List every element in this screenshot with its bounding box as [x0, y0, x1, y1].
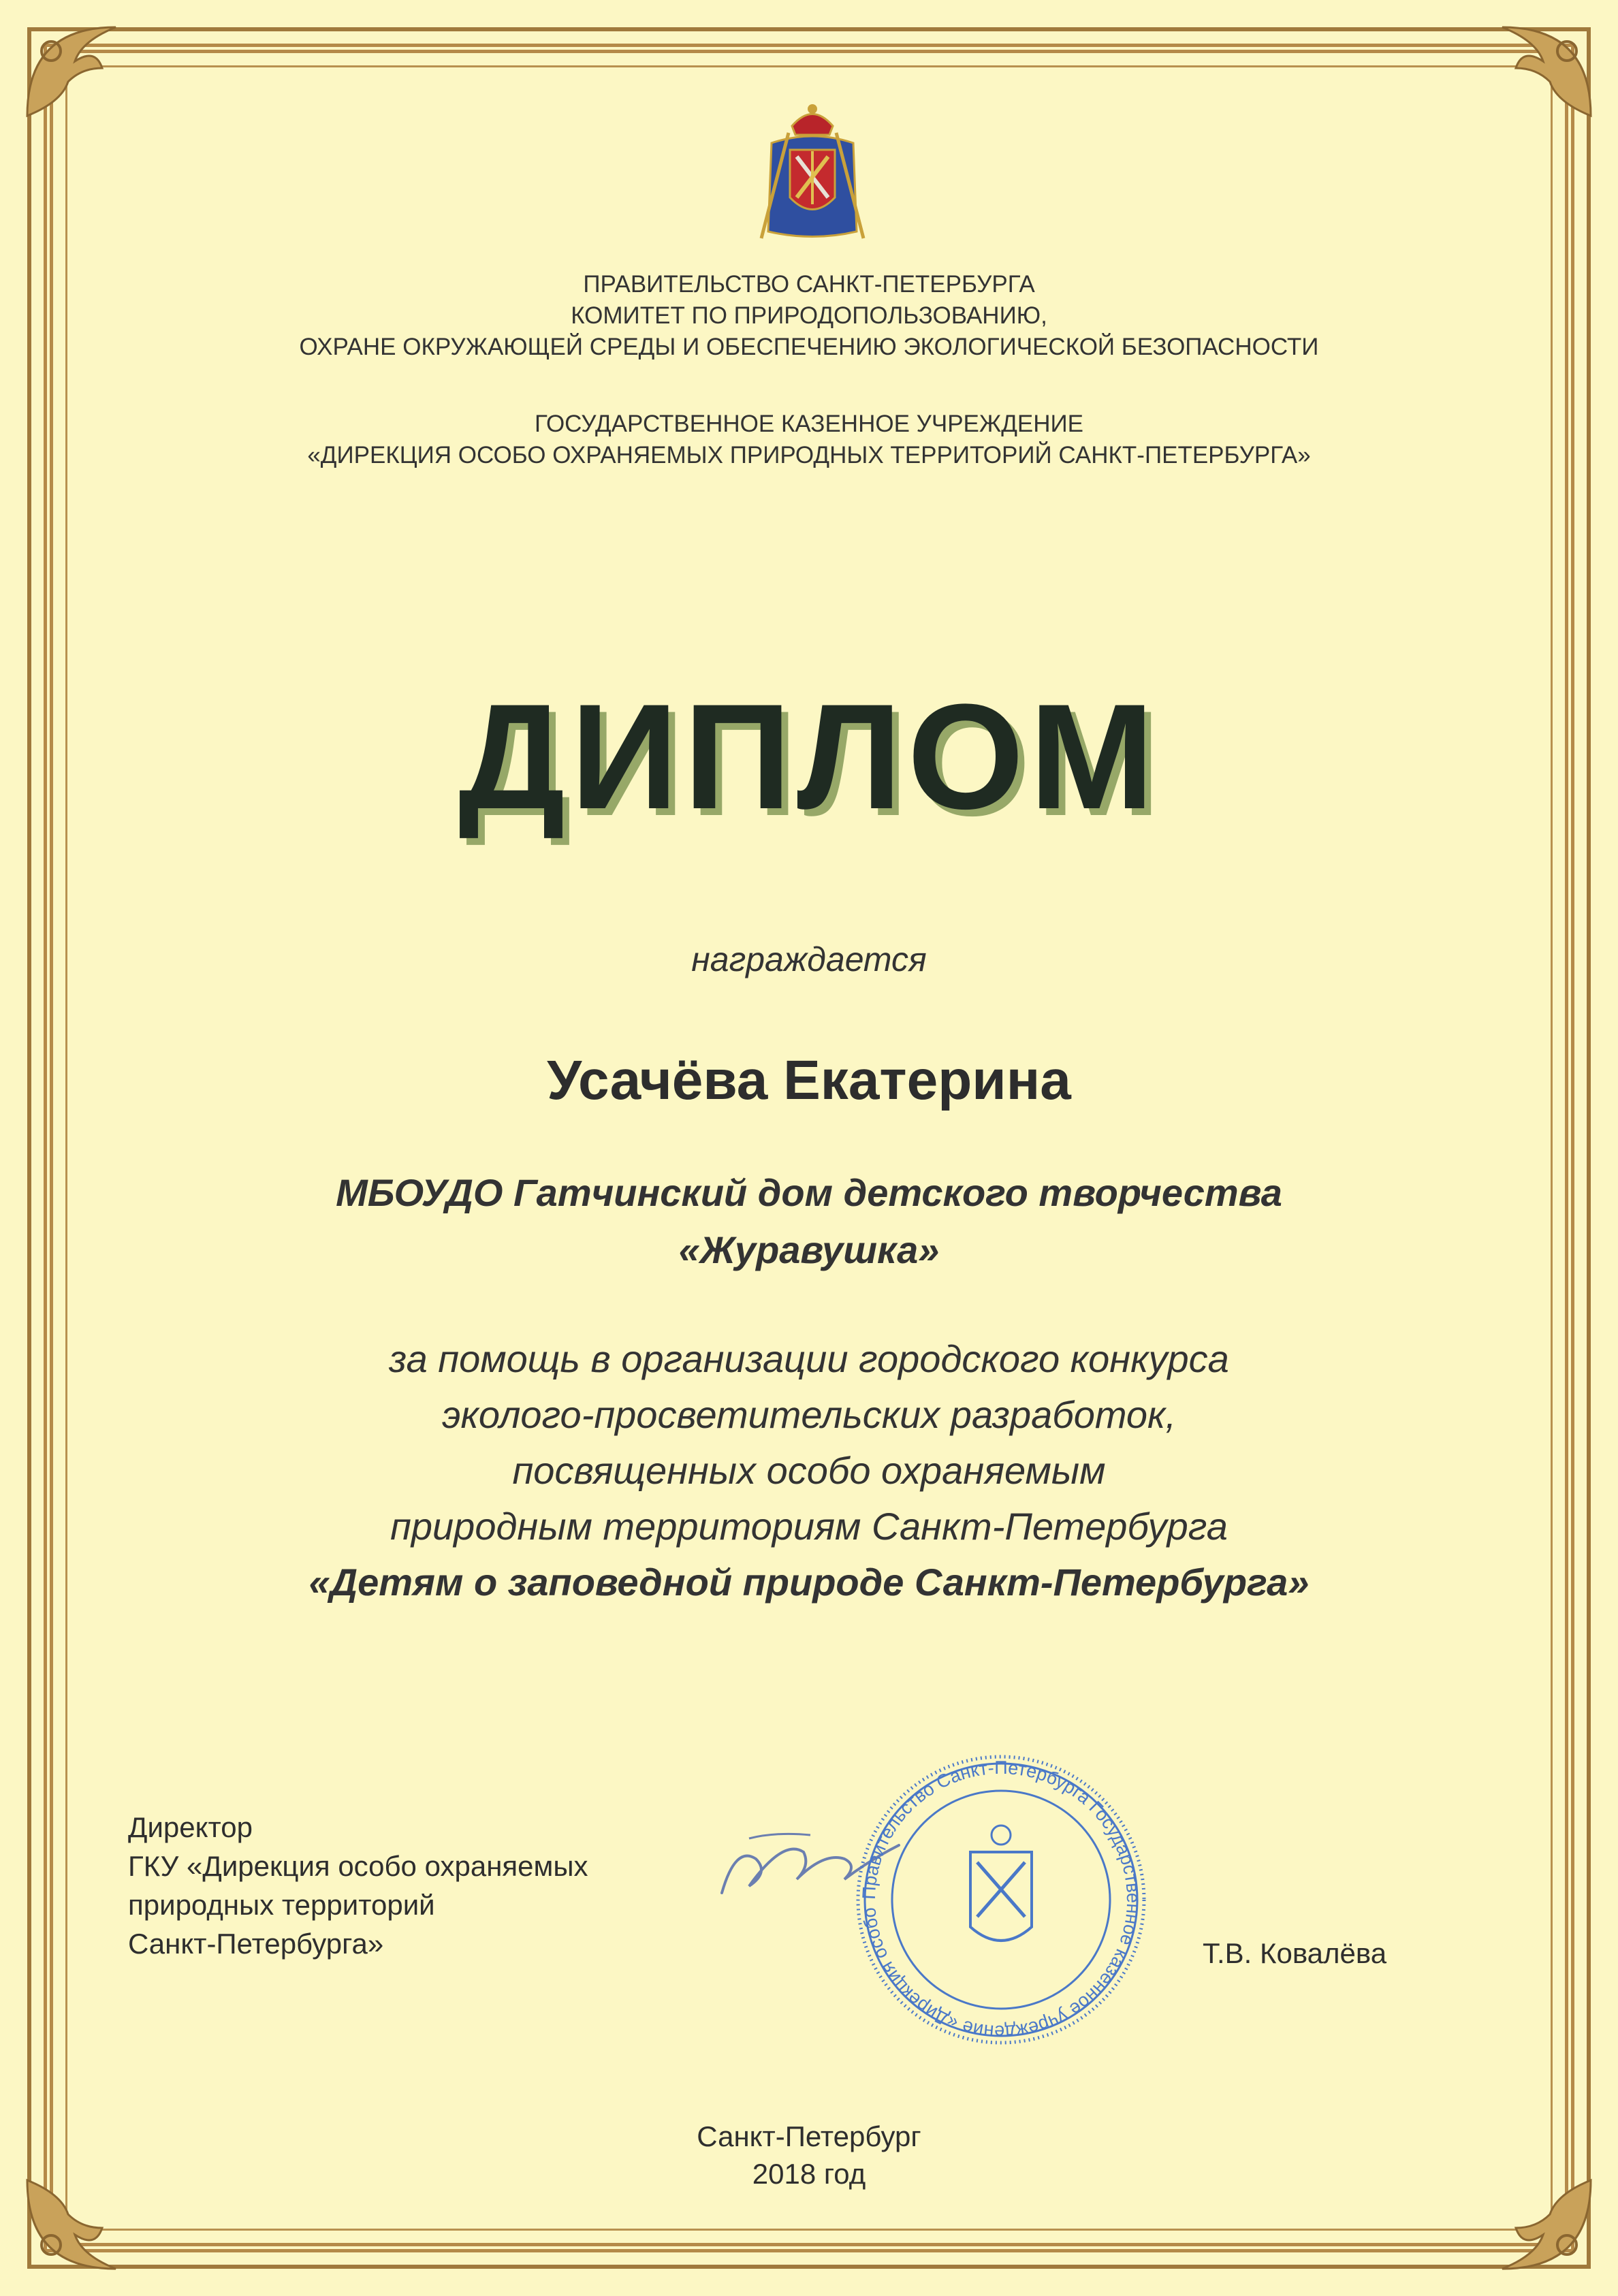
reason-line: за помощь в организации городского конкурса — [389, 1337, 1229, 1380]
awarded-text: награждается — [691, 940, 927, 978]
institution-line: ГОСУДАРСТВЕННОЕ КАЗЕННОЕ УЧРЕЖДЕНИЕ — [534, 411, 1084, 437]
stamp-text: Правительство Санкт-Петербурга Государственное казенное учреждение «Дирекция особо — [858, 1757, 1144, 2043]
organization-line: МБОУДО Гатчинский дом детского творчества — [336, 1171, 1282, 1214]
corner-ornament-icon — [1495, 20, 1598, 123]
government-line: ПРАВИТЕЛЬСТВО САНКТ-ПЕТЕРБУРГА — [583, 271, 1035, 298]
award-reason — [0, 1331, 1618, 1610]
government-line: ОХРАНЕ ОКРУЖАЮЩЕЙ СРЕДЫ И ОБЕСПЕЧЕНИЮ ЭКОЛОГИЧЕСКОЙ БЕЗОПАСНОСТИ — [299, 334, 1319, 360]
official-stamp — [851, 1750, 1151, 2050]
recipient-name: Усачёва Екатерина — [547, 1049, 1071, 1111]
director-line: Директор — [128, 1811, 253, 1843]
organization — [0, 1164, 1618, 1279]
coat-of-arms-icon — [755, 102, 870, 249]
footer-city: Санкт-Петербург — [697, 2120, 921, 2152]
contest-title: «Детям о заповедной природе Санкт-Петербурга» — [308, 1561, 1310, 1604]
footer — [0, 2118, 1618, 2193]
government-line: КОМИТЕТ ПО ПРИРОДОПОЛЬЗОВАНИЮ, — [571, 302, 1047, 329]
corner-ornament-icon — [20, 20, 123, 123]
institution-header — [0, 409, 1618, 471]
director-line: природных территорий — [128, 1889, 435, 1921]
organization-line: «Журавушка» — [678, 1228, 940, 1271]
government-header — [0, 269, 1618, 363]
institution-line: «ДИРЕКЦИЯ ОСОБО ОХРАНЯЕМЫХ ПРИРОДНЫХ ТЕРРИТОРИЙ САНКТ-ПЕТЕРБУРГА» — [307, 442, 1311, 468]
director-line: Санкт-Петербурга» — [128, 1928, 384, 1960]
director-line: ГКУ «Дирекция особо охраняемых — [128, 1850, 588, 1882]
footer-year: 2018 год — [752, 2158, 866, 2190]
reason-line: природным территориям Санкт-Петербурга — [390, 1505, 1228, 1548]
diploma-title: ДИПЛОМ — [458, 673, 1160, 840]
signer-name: Т.В. Ковалёва — [1203, 1937, 1387, 1969]
reason-line: эколого-просветительских разработок, — [441, 1393, 1177, 1436]
reason-line: посвященных особо охраняемым — [512, 1449, 1106, 1492]
director-block — [128, 1808, 588, 1963]
